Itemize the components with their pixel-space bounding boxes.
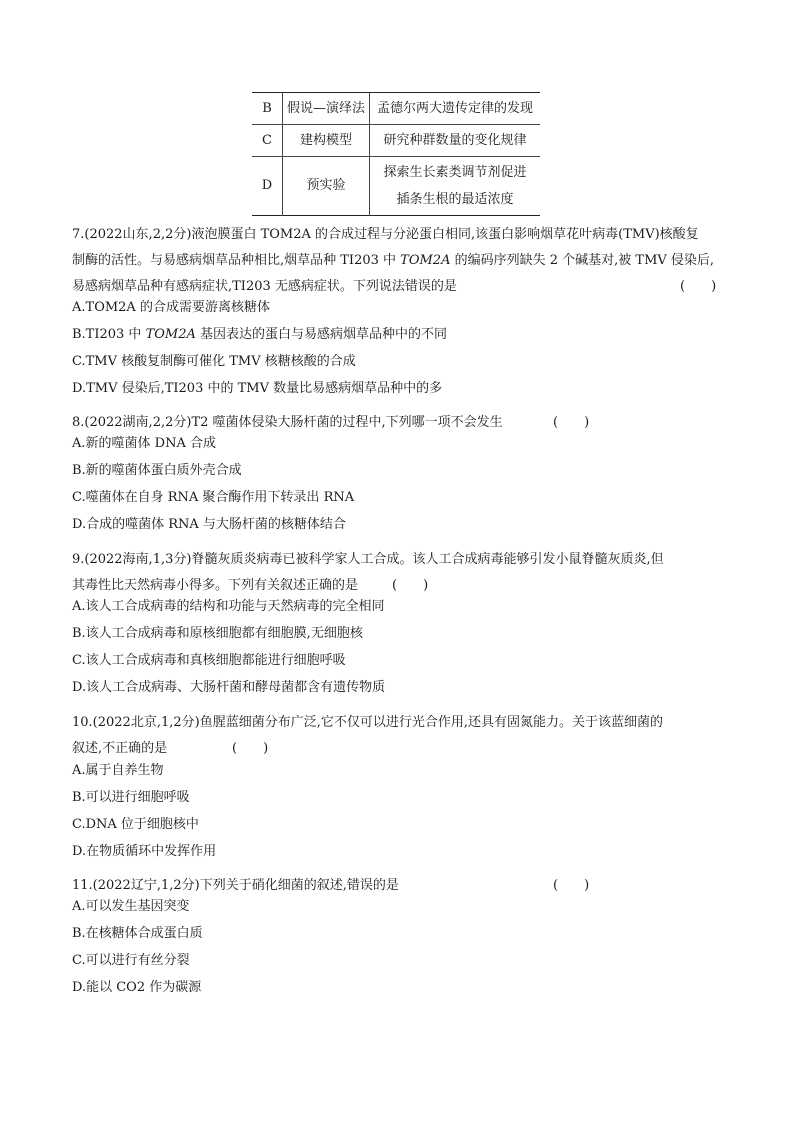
question-stem: 易感病烟草品种有感病症状,TI203 无感病症状。下列说法错误的是 [72, 279, 457, 294]
option-b: B.该人工合成病毒和原核细胞都有细胞膜,无细胞核 [72, 626, 363, 641]
row-label: B [252, 93, 283, 125]
option-text: B.TI203 中 [72, 327, 146, 342]
row-example [370, 157, 541, 216]
row-example: 研究种群数量的变化规律 [370, 125, 541, 157]
option-b: B.可以进行细胞呼吸 [72, 790, 190, 805]
table-row [252, 157, 540, 216]
stem-text: 制酶的活性。与易感病烟草品种相比,烟草品种 TI203 中 [72, 253, 401, 268]
question-stem: 8.(2022湖南,2,2分)T2 噬菌体侵染大肠杆菌的过程中,下列哪一项不会发生 [72, 415, 503, 430]
answer-paren: ( ) [680, 279, 717, 294]
question-stem [72, 252, 714, 270]
option-b: B.新的噬菌体蛋白质外壳合成 [72, 463, 242, 478]
option-d: D.能以 CO2 作为碳源 [72, 980, 202, 995]
gene-name: TOM2A [400, 253, 451, 268]
row-label: C [252, 125, 283, 157]
option-c: C.TMV 核酸复制酶可催化 TMV 核糖核酸的合成 [72, 354, 356, 369]
option-b: B.在核糖体合成蛋白质 [72, 926, 203, 941]
question-stem: 11.(2022辽宁,1,2分)下列关于硝化细菌的叙述,错误的是 [72, 878, 399, 893]
answer-paren: ( ) [392, 578, 429, 593]
stem-text: 的编码序列缺失 2 个碱基对,被 TMV 侵染后, [450, 253, 715, 268]
question-stem: 9.(2022海南,1,3分)脊髓灰质炎病毒已被科学家人工合成。该人工合成病毒能够引发小鼠脊髓灰质炎,但 [72, 552, 664, 567]
row-example-line: 探索生长素类调节剂促进 [383, 165, 527, 180]
methods-table [252, 92, 540, 216]
option-c: C.该人工合成病毒和真核细胞都能进行细胞呼吸 [72, 653, 346, 668]
answer-paren: ( ) [232, 741, 269, 756]
answer-paren: ( ) [553, 415, 590, 430]
option-c: C.DNA 位于细胞核中 [72, 817, 199, 832]
table-row [252, 125, 540, 157]
row-example-line: 插条生根的最适浓度 [396, 192, 514, 207]
table-row [252, 93, 540, 125]
option-d: D.在物质循环中发挥作用 [72, 844, 217, 859]
option-text: 基因表达的蛋白与易感病烟草品种中的不同 [195, 327, 448, 342]
option-c: C.噬菌体在自身 RNA 聚合酶作用下转录出 RNA [72, 490, 355, 505]
option-a: A.该人工合成病毒的结构和功能与天然病毒的完全相同 [72, 599, 385, 614]
option-c: C.可以进行有丝分裂 [72, 953, 190, 968]
option-d: D.合成的噬菌体 RNA 与大肠杆菌的核糖体结合 [72, 517, 346, 532]
row-method: 假说—演绎法 [283, 93, 370, 125]
row-method: 建构模型 [283, 125, 370, 157]
option-b [72, 326, 447, 344]
row-label: D [252, 157, 283, 216]
row-example: 孟德尔两大遗传定律的发现 [376, 100, 533, 116]
question-stem: 叙述,不正确的是 [72, 741, 168, 756]
option-d: D.TMV 侵染后,TI203 中的 TMV 数量比易感病烟草品种中的多 [72, 381, 443, 396]
option-a: A.可以发生基因突变 [72, 899, 190, 914]
question-stem: 10.(2022北京,1,2分)鱼腥蓝细菌分布广泛,它不仅可以进行光合作用,还具有固氮能力。关于该蓝细菌的 [72, 715, 663, 730]
option-a: A.新的噬菌体 DNA 合成 [72, 436, 216, 451]
option-a: A.属于自养生物 [72, 763, 164, 778]
option-a: A.TOM2A 的合成需要游离核糖体 [72, 300, 270, 315]
question-stem: 其毒性比天然病毒小得多。下列有关叙述正确的是 [72, 578, 359, 593]
question-stem: 7.(2022山东,2,2分)液泡膜蛋白 TOM2A 的合成过程与分泌蛋白相同,该蛋白影响烟草花叶病毒(TMV)核酸复 [72, 227, 699, 242]
answer-paren: ( ) [553, 878, 590, 893]
gene-name: TOM2A [145, 327, 196, 342]
option-d: D.该人工合成病毒、大肠杆菌和酵母菌都含有遗传物质 [72, 680, 386, 695]
row-method: 预实验 [283, 157, 370, 216]
